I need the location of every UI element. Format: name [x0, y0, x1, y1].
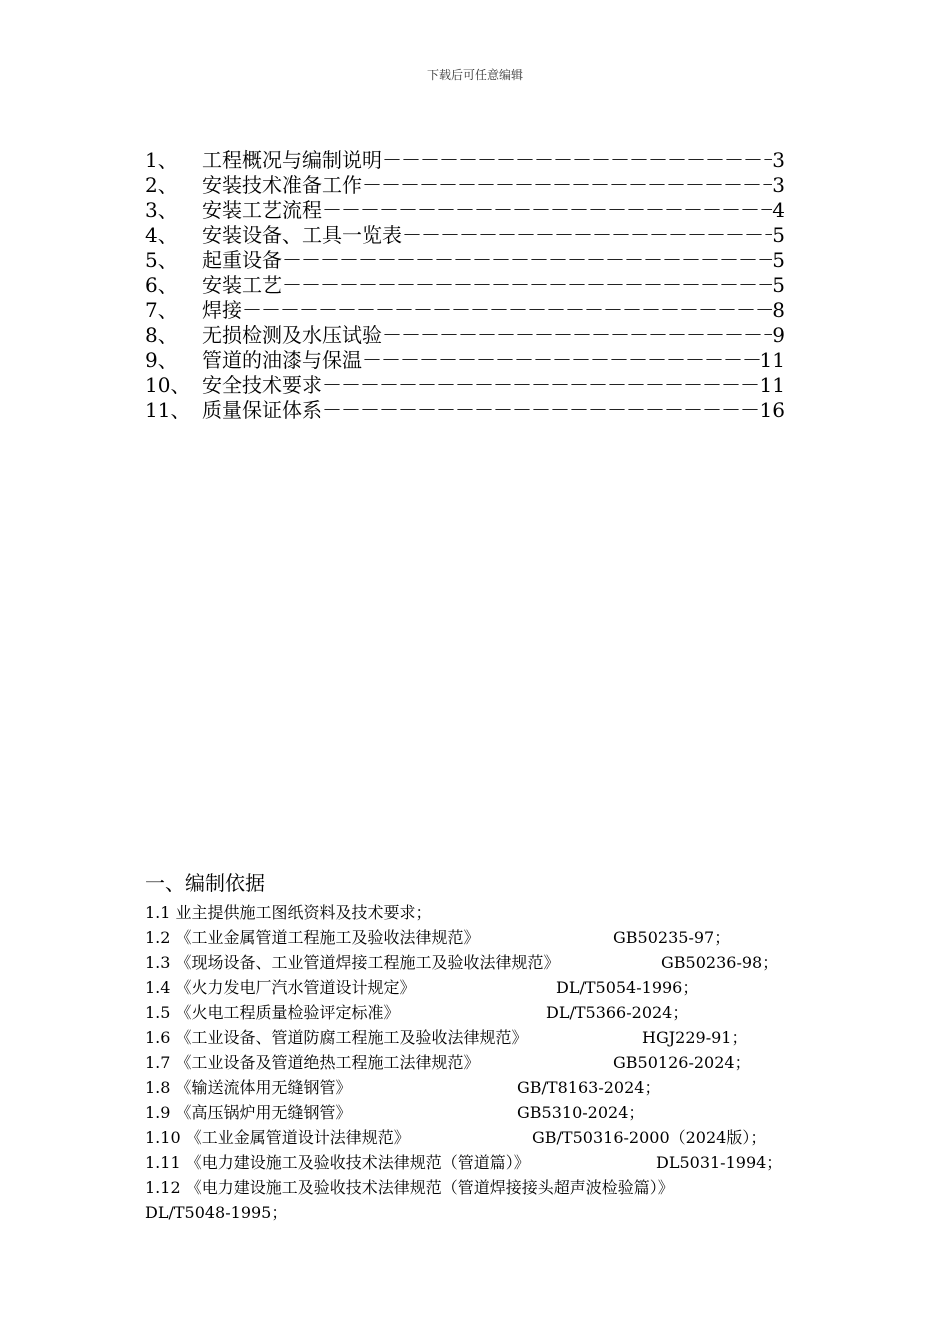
- reference-title: 《火力发电厂汽水管道设计规定》: [175, 978, 416, 997]
- toc-entry[interactable]: [145, 298, 785, 323]
- table-of-contents: [145, 148, 785, 423]
- toc-leader: [322, 398, 760, 423]
- toc-page-number: 8: [772, 298, 785, 322]
- reference-title: 《高压锅炉用无缝钢管》: [175, 1103, 352, 1122]
- toc-number: 3、: [145, 198, 178, 222]
- toc-entry[interactable]: [145, 223, 785, 248]
- toc-number: 9、: [145, 348, 178, 372]
- toc-number: 10、: [145, 373, 191, 397]
- reference-item: [145, 950, 825, 975]
- toc-number: 7、: [145, 298, 178, 322]
- toc-title: 无损检测及水压试验: [202, 323, 382, 347]
- reference-item: [145, 925, 825, 950]
- reference-item: [145, 1125, 825, 1150]
- toc-title: 管道的油漆与保温: [202, 348, 362, 372]
- reference-code: GB/T50316-2000（2024版）；: [532, 1128, 767, 1147]
- toc-page-number: 4: [772, 198, 785, 222]
- compilation-basis-section: [145, 868, 825, 1225]
- reference-title: 《工业金属管道设计法律规范》: [185, 1128, 410, 1147]
- toc-number: 6、: [145, 273, 178, 297]
- reference-title: 《现场设备、工业管道焊接工程施工及验收法律规范》: [175, 953, 560, 972]
- toc-title: 安全技术要求: [202, 373, 322, 397]
- reference-code: DL5031-1994；: [656, 1153, 783, 1172]
- reference-item: [145, 1025, 825, 1050]
- reference-title: 《电力建设施工及验收技术法律规范（管道焊接接头超声波检验篇）》: [185, 1178, 674, 1197]
- reference-number: 1.6: [145, 1028, 171, 1047]
- toc-leader: [382, 323, 772, 348]
- toc-page-number: 3: [772, 148, 785, 172]
- toc-page-number: 11: [759, 348, 785, 372]
- reference-code: DL/T5048-1995；: [145, 1203, 288, 1222]
- toc-title: 起重设备: [202, 248, 282, 272]
- reference-number: 1.2: [145, 928, 171, 947]
- reference-item: [145, 1100, 825, 1125]
- reference-number: 1.5: [145, 1003, 171, 1022]
- reference-title: 《火电工程质量检验评定标准》: [175, 1003, 400, 1022]
- toc-title: 质量保证体系: [202, 398, 322, 422]
- reference-code: GB50236-98；: [661, 953, 779, 972]
- reference-title: 《电力建设施工及验收技术法律规范（管道篇）》: [185, 1153, 530, 1172]
- reference-code: GB50235-97；: [613, 928, 731, 947]
- reference-number: 1.3: [145, 953, 171, 972]
- reference-item: [145, 1050, 825, 1075]
- toc-title: 安装工艺流程: [202, 198, 322, 222]
- reference-title: 业主提供施工图纸资料及技术要求；: [175, 903, 432, 922]
- section-heading: 一、编制依据: [145, 871, 265, 895]
- toc-entry[interactable]: [145, 398, 785, 423]
- reference-title: 《工业设备及管道绝热工程施工法律规范》: [175, 1053, 480, 1072]
- toc-page-number: 5: [772, 248, 785, 272]
- toc-entry[interactable]: [145, 173, 785, 198]
- toc-entry[interactable]: [145, 273, 785, 298]
- reference-title: 《输送流体用无缝钢管》: [175, 1078, 352, 1097]
- reference-number: 1.1: [145, 903, 171, 922]
- reference-number: 1.4: [145, 978, 171, 997]
- toc-title: 安装设备、工具一览表: [202, 223, 402, 247]
- toc-title: 工程概况与编制说明: [202, 148, 382, 172]
- toc-entry[interactable]: [145, 348, 785, 373]
- reference-item: [145, 1000, 825, 1025]
- toc-number: 8、: [145, 323, 178, 347]
- toc-leader: [322, 198, 772, 223]
- reference-title: 《工业金属管道工程施工及验收法律规范》: [175, 928, 480, 947]
- reference-code: DL/T5366-2024；: [546, 1003, 689, 1022]
- reference-number: 1.11: [145, 1153, 181, 1172]
- toc-leader: [242, 298, 772, 323]
- toc-entry[interactable]: [145, 323, 785, 348]
- reference-title: 《工业设备、管道防腐工程施工及验收法律规范》: [175, 1028, 528, 1047]
- toc-entry[interactable]: [145, 248, 785, 273]
- toc-title: 焊接: [202, 298, 242, 322]
- toc-title: 安装技术准备工作: [202, 173, 362, 197]
- toc-number: 5、: [145, 248, 178, 272]
- page-header: 下载后可任意编辑: [426, 68, 523, 82]
- reference-item: [145, 1075, 825, 1100]
- toc-entry[interactable]: [145, 373, 785, 398]
- reference-number: 1.9: [145, 1103, 171, 1122]
- toc-page-number: 5: [772, 223, 785, 247]
- reference-item: [145, 975, 825, 1000]
- toc-leader: [322, 373, 760, 398]
- reference-number: 1.7: [145, 1053, 171, 1072]
- reference-item: [145, 900, 825, 925]
- reference-code: GB/T8163-2024；: [517, 1078, 661, 1097]
- reference-number: 1.8: [145, 1078, 171, 1097]
- reference-item: [145, 1150, 825, 1175]
- reference-code: GB50126-2024；: [613, 1053, 751, 1072]
- toc-page-number: 5: [772, 273, 785, 297]
- toc-leader: [282, 273, 772, 298]
- reference-number: 1.10: [145, 1128, 181, 1147]
- toc-entry[interactable]: [145, 148, 785, 173]
- reference-code: GB5310-2024；: [517, 1103, 645, 1122]
- toc-number: 11、: [145, 398, 191, 422]
- toc-leader: [362, 173, 772, 198]
- toc-leader: [362, 348, 760, 373]
- reference-number: 1.12: [145, 1178, 181, 1197]
- toc-page-number: 11: [759, 373, 785, 397]
- reference-code: HGJ229-91；: [642, 1028, 748, 1047]
- toc-leader: [402, 223, 772, 248]
- reference-item: [145, 1175, 825, 1200]
- toc-number: 2、: [145, 173, 178, 197]
- toc-number: 4、: [145, 223, 178, 247]
- toc-page-number: 3: [772, 173, 785, 197]
- toc-title: 安装工艺: [202, 273, 282, 297]
- toc-number: 1、: [145, 148, 178, 172]
- reference-code: DL/T5054-1996；: [556, 978, 699, 997]
- toc-leader: [282, 248, 772, 273]
- toc-page-number: 9: [772, 323, 785, 347]
- toc-entry[interactable]: [145, 198, 785, 223]
- toc-leader: [382, 148, 772, 173]
- toc-page-number: 16: [759, 398, 785, 422]
